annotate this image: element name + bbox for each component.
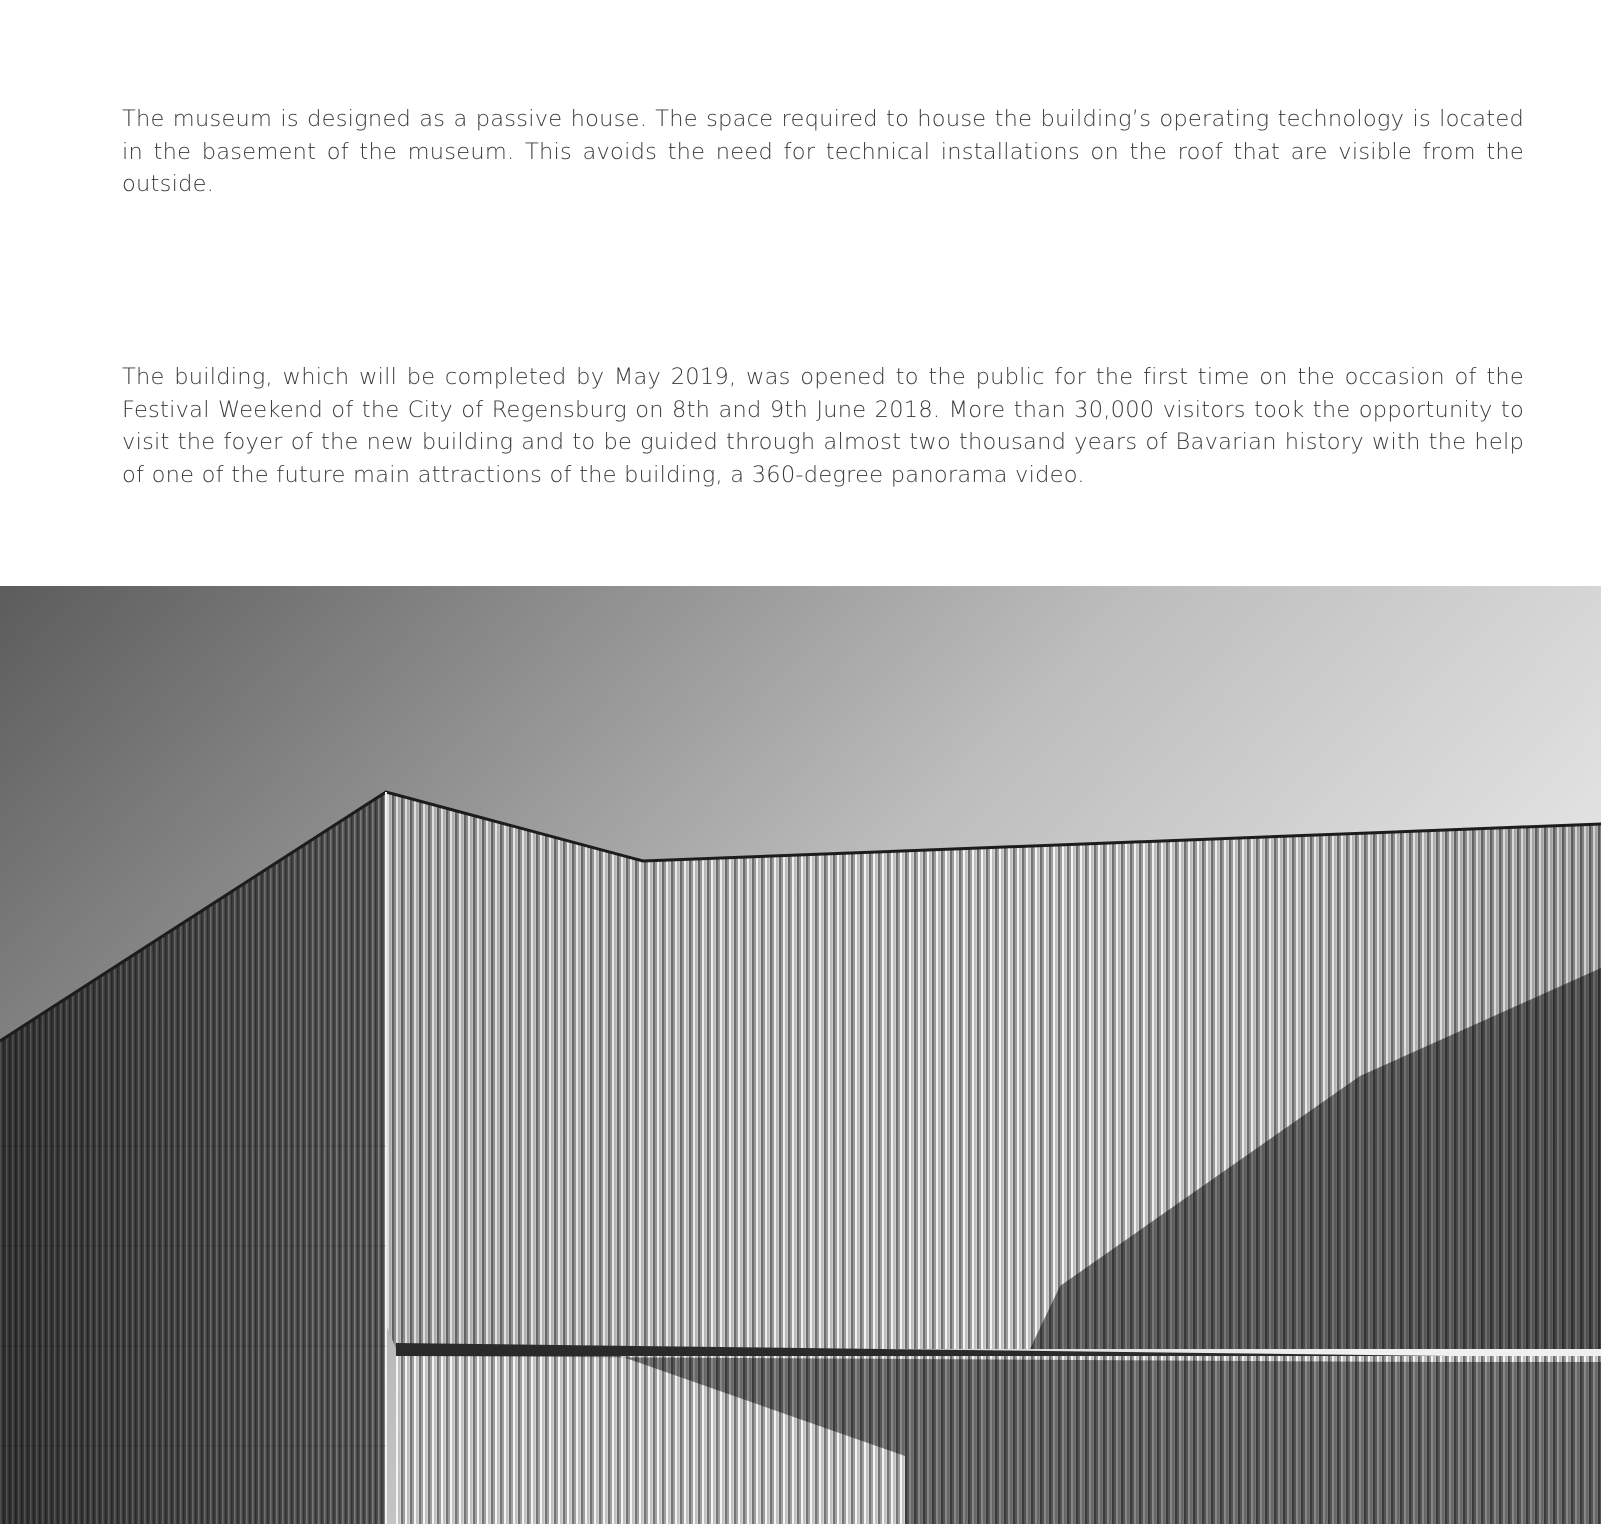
paragraph-passive-house: The museum is designed as a passive house. The space required to house the building’s operating technology is located in the basement of the museum. This avoids the need for technical installations on the roof that are visible from the outside. (122, 106, 1524, 197)
paragraph-opening-event: The building, which will be completed by May 2019, was opened to the public for the first time on the occasion of the Festival Weekend of the City of Regensburg on 8th and 9th June 2018. More than 30,000 visitors took the opportunity to visit the foyer of the new building and to be guided through almost two thousand years of Bavarian history with the help of one of the future main attractions of the building, a 360-degree panorama video. (122, 364, 1524, 488)
building-facade-photo (0, 586, 1601, 1524)
facade-illustration (0, 586, 1601, 1524)
